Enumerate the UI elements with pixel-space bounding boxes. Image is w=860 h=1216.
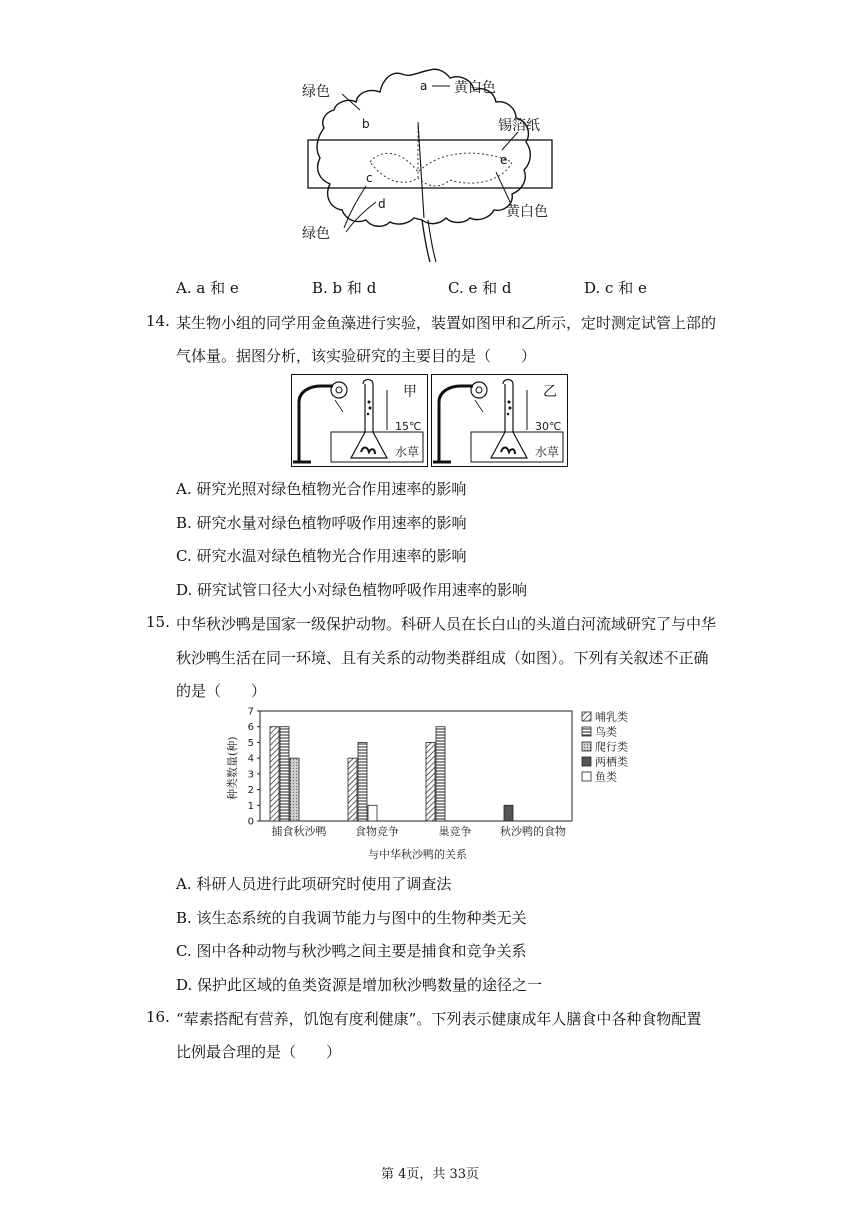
chart-xlabel: 与中华秋沙鸭的关系: [368, 848, 467, 861]
q15-option-d: D. 保护此区域的鱼类资源是增加秋沙鸭数量的途径之一: [176, 976, 543, 994]
bar-哺乳类-食物竞争: [348, 758, 357, 821]
legend-swatch: [582, 757, 591, 766]
chart-bars: [270, 727, 513, 821]
legend-label: 两栖类: [595, 755, 628, 769]
legend-swatch: [582, 712, 591, 721]
chart-legend: [582, 710, 628, 784]
chart-ylabel: 种类数量(种): [226, 736, 239, 800]
species-bar-chart: [226, 704, 646, 864]
q15-option-b: B. 该生态系统的自我调节能力与图中的生物种类无关: [176, 909, 527, 927]
label-yellow-white-bottom: 黄白色: [506, 204, 548, 220]
q14-number: 14.: [146, 312, 170, 330]
q16-number: 16.: [146, 1008, 170, 1026]
apparatus-left: [292, 375, 428, 467]
q15-stem-line1: 中华秋沙鸭是国家一级保护动物。科研人员在长白山的头道白河流域研究了与中华: [176, 615, 717, 633]
bar-爬行类-捕食秋沙鸭: [290, 758, 299, 821]
x-tick-label: 秋沙鸭的食物: [500, 825, 566, 838]
foil-rect: [308, 140, 552, 188]
y-tick-label: 6: [247, 722, 254, 734]
label-c: c: [366, 171, 373, 185]
legend-label: 鱼类: [595, 770, 617, 784]
q13-option-c: C. e 和 d: [448, 279, 512, 297]
page-footer: 第 4页，共 33页: [380, 1167, 480, 1182]
q13-option-b: B. b 和 d: [312, 279, 377, 297]
white-region-dotted: [370, 153, 512, 186]
apparatus-right: [432, 375, 568, 467]
apparatus-left-label: 甲: [403, 384, 417, 400]
apparatus-right-label: 乙: [543, 384, 557, 400]
bar-哺乳类-巢竞争: [426, 742, 435, 821]
q14-stem-line2: 气体量。据图分析，该实验研究的主要目的是（ ）: [176, 347, 537, 365]
apparatus-left-plant: 水草: [395, 445, 420, 459]
legend-label: 爬行类: [595, 740, 628, 754]
q15-number: 15.: [146, 613, 170, 631]
bar-哺乳类-捕食秋沙鸭: [270, 727, 279, 821]
legend-swatch: [582, 727, 591, 736]
q15-option-c: C. 图中各种动物与秋沙鸭之间主要是捕食和竞争关系: [176, 942, 527, 960]
q16-stem-line2: 比例最合理的是（ ）: [176, 1043, 342, 1061]
label-green-bottom: 绿色: [302, 226, 330, 242]
bar-鸟类-捕食秋沙鸭: [280, 727, 289, 821]
bar-两栖类-秋沙鸭的食物: [504, 805, 513, 821]
q14-stem-line1: 某生物小组的同学用金鱼藻进行实验，装置如图甲和乙所示，定时测定试管上部的: [176, 314, 717, 332]
apparatus-right-temp: 30℃: [535, 420, 562, 433]
q14-option-c: C. 研究水温对绿色植物光合作用速率的影响: [176, 547, 467, 565]
y-tick-label: 1: [247, 800, 254, 812]
y-tick-label: 4: [247, 753, 254, 765]
q14-option-a: A. 研究光照对绿色植物光合作用速率的影响: [176, 480, 467, 498]
x-tick-label: 巢竞争: [438, 825, 472, 838]
apparatus-left-temp: 15℃: [395, 420, 422, 433]
label-green-top: 绿色: [302, 84, 330, 100]
bar-鱼类-食物竞争: [368, 805, 377, 821]
y-tick-label: 2: [247, 785, 254, 797]
label-b: b: [362, 117, 370, 131]
label-a: a: [420, 79, 428, 93]
x-tick-label: 捕食秋沙鸭: [271, 825, 327, 838]
bar-鸟类-巢竞争: [436, 727, 445, 821]
y-tick-label: 0: [247, 816, 254, 828]
legend-label: 哺乳类: [595, 710, 628, 724]
label-yellow-white-top: 黄白色: [454, 80, 496, 96]
q13-option-d: D. c 和 e: [584, 279, 647, 297]
q14-option-b: B. 研究水量对绿色植物呼吸作用速率的影响: [176, 514, 467, 532]
y-tick-label: 5: [247, 737, 254, 749]
legend-label: 鸟类: [595, 725, 617, 739]
q14-option-d: D. 研究试管口径大小对绿色植物呼吸作用速率的影响: [176, 581, 528, 599]
q15-stem-line2: 秋沙鸭生活在同一环境、且有关系的动物类群组成（如图）。下列有关叙述不正确: [176, 649, 709, 667]
q13-option-a: A. a 和 e: [176, 279, 239, 297]
legend-swatch: [582, 772, 591, 781]
y-tick-label: 3: [247, 769, 254, 781]
apparatus-right-plant: 水草: [535, 445, 560, 459]
q15-option-a: A. 科研人员进行此项研究时使用了调查法: [176, 875, 452, 893]
y-tick-label: 7: [247, 706, 254, 718]
label-foil: 锡箔纸: [498, 118, 540, 134]
q16-stem-line1: “荤素搭配有营养，饥饱有度利健康”。下列表示健康成年人膳食中各种食物配置: [176, 1010, 702, 1028]
x-tick-label: 食物竞争: [355, 825, 399, 838]
bar-鸟类-食物竞争: [358, 742, 367, 821]
legend-swatch: [582, 742, 591, 751]
q15-stem-line3: 的是（ ）: [176, 682, 267, 700]
plot-frame: [260, 711, 572, 821]
label-d: d: [378, 197, 386, 211]
label-e: e: [500, 153, 508, 167]
leaf-figure: [290, 62, 570, 267]
q14-apparatus-figure: [291, 374, 571, 468]
